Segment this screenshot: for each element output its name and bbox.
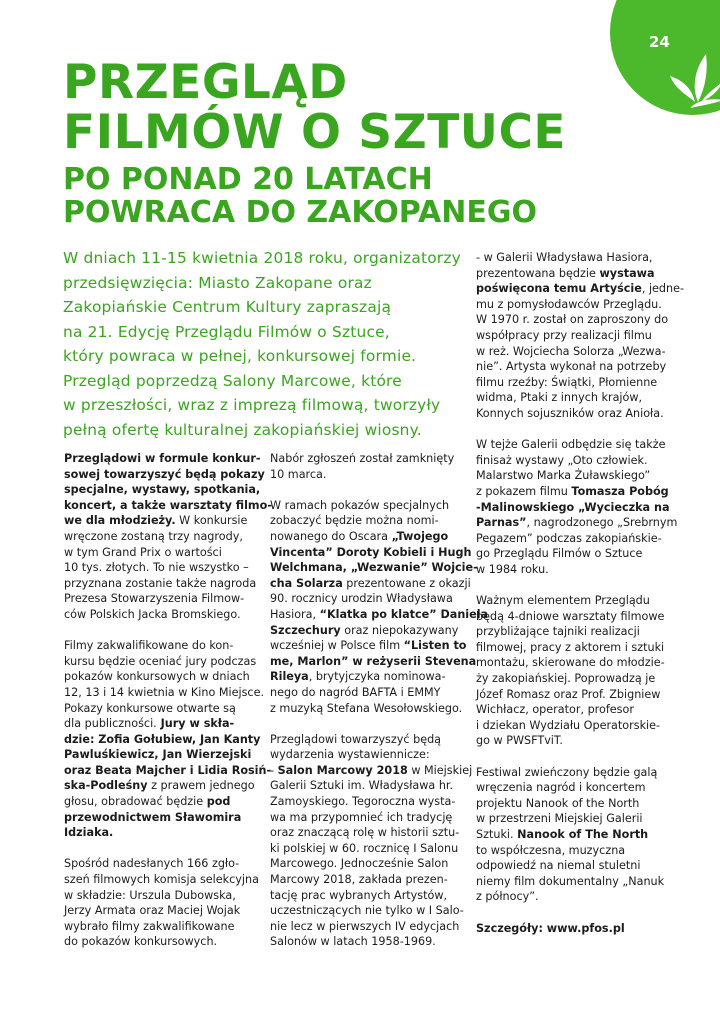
subtitle-line: PO PONAD 20 LATACH [63, 162, 433, 197]
text-line: odpowiedź na niemal stuletni [476, 859, 641, 873]
text-line: filmowej, pracy z aktorem i sztuki [476, 640, 665, 654]
subtitle-line: POWRACA DO ZAKOPANEGO [63, 195, 537, 230]
text-line: zobaczyć będzie można nomi- [270, 514, 439, 528]
leaf-icon [668, 40, 720, 110]
lead-line: Zakopiańskie Centrum Kultury zapraszają [63, 298, 392, 316]
bold-text: ska-Podleśny [64, 779, 148, 793]
bold-text: dzie: Zofia Gołubiew, Jan Kanty [64, 732, 261, 746]
article-title [63, 55, 567, 160]
text: , nagrodzonego „Srebrnym [526, 516, 678, 530]
bold-text: poświęcona temu Artyście [476, 282, 642, 296]
column-2 [270, 451, 489, 966]
bold-text: we dla młodzieży. [64, 514, 176, 528]
text-line: wręczenia nagród i koncertem [476, 781, 646, 795]
text-line: Ważnym elementem Przeglądu [476, 594, 650, 608]
text: Hasiora, [270, 607, 320, 621]
lead-line: pełną ofertę kulturalnej zakopiańskiej wiosny. [63, 420, 422, 439]
lead-line: na 21. Edycję Przeglądu Filmów o Sztuce, [63, 322, 390, 341]
lead-line: Przegląd poprzedzą Salony Marcowe, które [63, 371, 402, 390]
paragraph [476, 765, 666, 905]
text-line: W ramach pokazów specjalnych [270, 498, 450, 512]
text-line: mu z pomysłodawców Przeglądu. [476, 297, 662, 311]
bold-text: “Klatka po klatce” Daniela [319, 607, 489, 621]
title-line: PRZEGLĄD [63, 55, 348, 110]
bold-text: Parnas” [476, 516, 527, 530]
text-line: ży zakopiańskiej. Poprowadzą je [476, 672, 656, 686]
paragraph [64, 451, 272, 623]
bold-text: Tomasza Pobóg [571, 484, 669, 498]
text-line: przyznana zostanie także nagroda [64, 576, 257, 590]
text-line: z muzyką Stefana Wesołowskiego. [270, 701, 463, 715]
bold-text: me, Marlon” w reżyserii Stevena [270, 654, 477, 668]
lead-paragraph [63, 246, 463, 442]
text-line: w tym Grand Prix o wartości [64, 545, 222, 559]
text: głosu, obradować będzie [64, 795, 207, 809]
text-line: Galerii Sztuki im. Władysława hr. [270, 779, 454, 793]
text: - [270, 763, 278, 777]
text: w Miejskiej [407, 763, 473, 777]
text-line: go w PWSFTviT. [476, 734, 563, 748]
text: nowanego do Oscara [270, 529, 392, 543]
page-number: 24 [649, 33, 670, 51]
lead-line: przedsięwzięcia: Miasto Zakopane oraz [63, 273, 372, 292]
text-line: Filmy zakwalifikowane do kon- [64, 639, 234, 653]
text-line: finisaż wystawy „Oto człowiek. [476, 453, 648, 467]
text-line: W tejże Galerii odbędzie się także [476, 438, 666, 452]
text-line: Wichłacz, operator, profesor [476, 703, 634, 717]
text-line: Prezesa Stowarzyszenia Filmow- [64, 592, 245, 606]
bold-text: „Twojego [391, 529, 449, 543]
text-line: Jerzy Armata oraz Maciej Wojak [64, 904, 241, 918]
lead-line: który powraca w pełnej, konkursowej formie. [63, 347, 417, 365]
bold-text: Rileya [270, 670, 309, 684]
paragraph [476, 593, 666, 749]
bold-text: Vincenta” Doroty Kobieli i Hugh [270, 545, 472, 559]
text-line: ców Polskich Jacka Bromskiego. [64, 607, 241, 621]
paragraph [64, 638, 272, 841]
text-line: W 1970 r. został on zaproszony do [476, 313, 669, 327]
text-line: 10 tys. złotych. To nie wszystko – [64, 561, 249, 575]
text-line: Nabór zgłoszeń został zamknięty [270, 452, 455, 465]
text-line: - w Galerii Władysława Hasiora, [476, 251, 653, 264]
text-line: Malarstwo Marka Żuławskiego” [476, 469, 651, 483]
text-line: niemy film dokumentalny „Nanuk [476, 874, 665, 888]
paragraph [476, 437, 678, 577]
paragraph [64, 856, 259, 950]
text-line: nie lecz w pierwszych IV edycjach [270, 919, 460, 933]
text-line: pokazów konkursowych w dniach [64, 670, 250, 684]
text-line: Pokazy konkursowe otwarte są [64, 701, 236, 715]
text: W konkursie [175, 514, 248, 528]
article-subtitle [63, 163, 537, 229]
text-line: nie”. Artysta wykonał na potrzeby [476, 360, 667, 374]
bold-text: koncert, a także warsztaty filmo- [64, 498, 272, 512]
text-line: w składzie: Urszula Dubowska, [64, 888, 236, 902]
text-line: projektu Nanook of the North [476, 796, 640, 810]
text: prezentowana będzie [476, 266, 600, 280]
text-line: Marcowy 2018, zakłada prezen- [270, 873, 448, 887]
text-line: Józef Romasz oraz Prof. Zbigniew [476, 687, 661, 701]
paragraph [476, 921, 666, 937]
text-line: kursu będzie oceniać jury podczas [64, 654, 257, 668]
details-link-text: Szczegóły: www.pfos.pl [476, 921, 625, 935]
text: z pokazem filmu [476, 484, 572, 498]
bold-text: Pawluśkiewicz, Jan Wierzejski [64, 748, 252, 762]
bold-text: cha Solarza [270, 576, 343, 590]
text: , brytyjczyka nominowa- [308, 670, 446, 684]
bold-text: -Malinowskiego „Wycieczka na [476, 500, 670, 514]
text-line: w 1984 roku. [476, 562, 549, 576]
text-line: nego do nagród BAFTA i EMMY [270, 685, 441, 699]
text-line: do pokazów konkursowych. [64, 935, 218, 949]
text: z prawem jednego [147, 779, 255, 793]
text-line: Festiwal zwieńczony będzie galą [476, 765, 658, 779]
text-line: Salonów w latach 1958-1969. [270, 935, 436, 949]
text-line: 10 marca. [270, 467, 327, 481]
text-line: widma, Ptaki z innych krajów, [476, 391, 643, 405]
text-line: będą 4-dniowe warsztaty filmowe [476, 609, 665, 623]
text: Sztuki. [476, 827, 518, 841]
bold-text: oraz Beata Majcher i Lidia Rosiń- [64, 763, 272, 777]
text-line: Zamoyskiego. Tegoroczna wysta- [270, 795, 456, 809]
bold-text: przewodnictwem Sławomira [64, 810, 242, 824]
text: dla publiczności. [64, 717, 157, 731]
text-line: Spośród nadesłanych 166 zgło- [64, 857, 240, 871]
text: prezentowane z okazji [342, 576, 471, 590]
text-line: 12, 13 i 14 kwietnia w Kino Miejsce. [64, 685, 265, 699]
text-line: Przeglądowi towarzyszyć będą [270, 732, 442, 746]
bold-text: wystawa [599, 266, 655, 280]
text-line: tację prac wybranych Artystów, [270, 888, 448, 902]
text-line: wybrało filmy zakwalifikowane [64, 919, 235, 933]
bold-text: pod [206, 795, 231, 809]
text-line: Marcowego. Jednocześnie Salon [270, 857, 449, 871]
text-line: ki polskiej w 60. rocznicę I Salonu [270, 841, 459, 855]
text-line: uczestniczących nie tylko w I Salo- [270, 904, 464, 918]
text-line: wa ma przypomnieć ich tradycję [270, 810, 453, 824]
text: oraz niepokazywany [340, 623, 459, 637]
paragraph [270, 451, 460, 482]
title-line: FILMÓW O SZTUCE [63, 105, 567, 160]
paragraph [270, 498, 489, 716]
bold-text: “Listen to [403, 639, 467, 653]
text-line: z północy”. [476, 890, 539, 904]
text-line: i dziekan Wydziału Operatorskie- [476, 718, 661, 732]
bold-text: Welchmana, „Wezwanie” Wojcie- [270, 561, 478, 575]
text-line: w przestrzeni Miejskiej Galerii [476, 812, 643, 826]
text-line: go Przeglądu Filmów o Sztuce [476, 547, 643, 561]
column-1 [64, 451, 272, 966]
bold-text: specjalne, wystawy, spotkania, [64, 483, 261, 497]
text-line: to współczesna, muzyczna [476, 843, 626, 857]
paragraph [270, 732, 473, 950]
text-line: wydarzenia wystawiennicze: [270, 748, 430, 762]
text-line: filmu rzeźby: Świątki, Płomienne [476, 375, 658, 389]
text-line: Pegazem” podczas zakopiańskie- [476, 531, 662, 545]
bold-text: sowej towarzyszyć będą pokazy [64, 467, 265, 481]
text: wcześniej w Polsce film [270, 639, 404, 653]
text-line: montażu, skierowane do młodzie- [476, 656, 665, 670]
column-3 [476, 250, 685, 952]
text-line: współpracy przy realizacji filmu [476, 328, 652, 342]
text: , jedne- [641, 282, 685, 296]
bold-text: Salon Marcowy 2018 [277, 763, 408, 777]
text-line: oraz znaczącą rolę w historii sztu- [270, 826, 460, 840]
paragraph [476, 250, 685, 422]
text-line: 90. rocznicy urodzin Władysława [270, 592, 453, 606]
bold-text: Idziaka. [64, 826, 114, 840]
text-line: wręczone zostaną trzy nagrody, [64, 529, 243, 543]
lead-line: W dniach 11-15 kwietnia 2018 roku, organizatorzy [63, 249, 461, 267]
text-line: w reż. Wojciecha Solorza „Wezwa- [476, 344, 666, 358]
text-line: Konnych sojuszników oraz Anioła. [476, 406, 664, 420]
bold-text: Jury w skła- [156, 717, 235, 731]
text-line: przybliżające tajniki realizacji [476, 625, 640, 639]
bold-text: Szczechury [270, 623, 341, 637]
lead-line: w przeszłości, wraz z imprezą filmową, tworzyły [63, 396, 441, 414]
bold-text: Nanook of The North [517, 827, 649, 841]
bold-text: Przeglądowi w formule konkur- [64, 452, 261, 465]
text-line: szeń filmowych komisja selekcyjna [64, 873, 259, 887]
